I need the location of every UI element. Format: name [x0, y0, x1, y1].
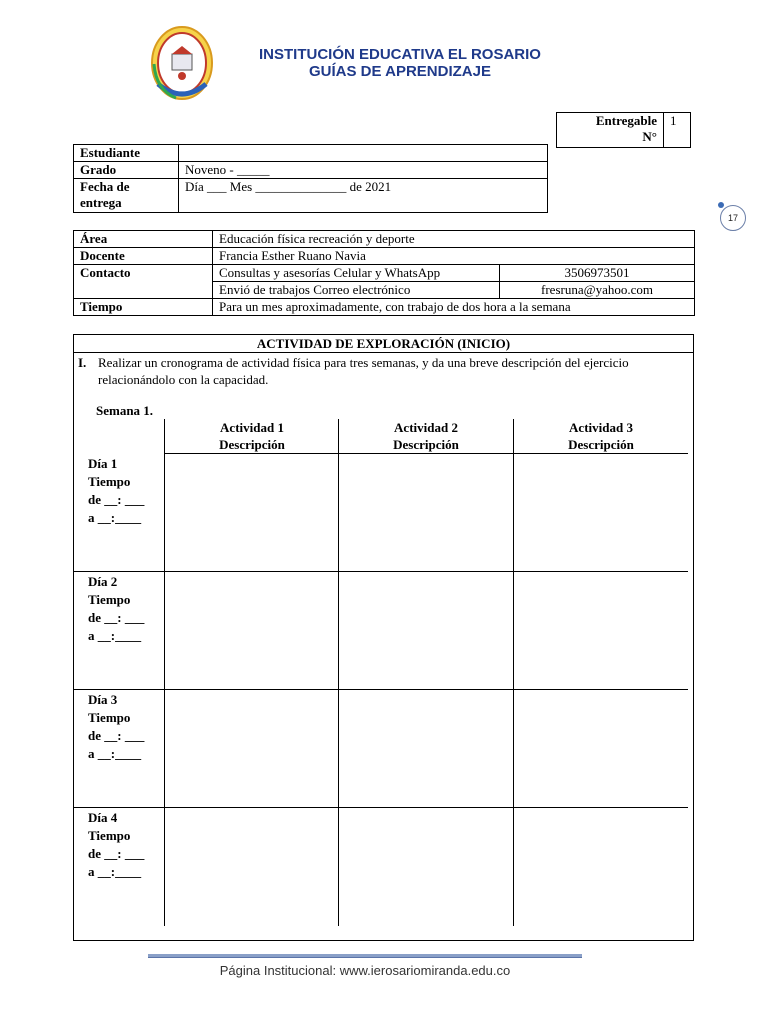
activity-box: [73, 334, 694, 941]
grid-hline-1: [74, 571, 688, 572]
docente-value: Francia Esther Ruano Navia: [213, 248, 695, 265]
student-table: [73, 144, 548, 213]
day-label-2: Día 2 Tiempo de __: ___ a __:____: [88, 574, 145, 643]
grade-label: Grado: [74, 162, 179, 179]
tiempo-value: Para un mes aproximadamente, con trabajo de dos hora a la semana: [213, 299, 695, 316]
contacto-phone-value: 3506973501: [500, 265, 695, 282]
title-line-1: INSTITUCIÓN EDUCATIVA EL ROSARIO: [259, 46, 541, 63]
activity-instruction: [78, 354, 684, 388]
footer-website[interactable]: Página Institucional: www.ierosariomiranda.edu.co: [219, 963, 511, 978]
title-line-2: GUÍAS DE APRENDIZAJE: [309, 63, 491, 80]
contacto-phone-desc: Consultas y asesorías Celular y WhatsApp: [213, 265, 500, 282]
contacto-email-desc: Envió de trabajos Correo electrónico: [213, 282, 500, 299]
day-label-1: Día 1 Tiempo de __: ___ a __:____: [88, 456, 145, 525]
entregable-label: Entregable N°: [557, 113, 664, 148]
footer-divider: [148, 954, 582, 958]
contacto-label: Contacto: [74, 265, 213, 299]
area-value: Educación física recreación y deporte: [213, 231, 695, 248]
page-number-badge: 17: [720, 205, 746, 231]
student-label: Estudiante: [74, 145, 179, 162]
entregable-table: [556, 112, 691, 148]
day-label-4: Día 4 Tiempo de __: ___ a __:____: [88, 810, 145, 879]
entregable-value[interactable]: 1: [664, 113, 691, 148]
grid-hline-3: [74, 807, 688, 808]
activity-title: ACTIVIDAD DE EXPLORACIÓN (INICIO): [74, 335, 693, 353]
column-header-1: Actividad 1 Descripción: [219, 420, 285, 452]
area-label: Área: [74, 231, 213, 248]
page-badge-dot: [718, 202, 724, 208]
grid-vline-3: [513, 419, 514, 926]
tiempo-label: Tiempo: [74, 299, 213, 316]
grid-hline-2: [74, 689, 688, 690]
docente-label: Docente: [74, 248, 213, 265]
delivery-date-label: Fecha de entrega: [74, 179, 179, 213]
info-table: [73, 230, 695, 316]
institution-title: [200, 46, 600, 80]
student-field[interactable]: [179, 145, 548, 162]
day-label-3: Día 3 Tiempo de __: ___ a __:____: [88, 692, 145, 761]
contacto-email-value[interactable]: fresruna@yahoo.com: [500, 282, 695, 299]
week-label: Semana 1.: [96, 403, 154, 418]
grid-hline-0: [164, 453, 688, 454]
instruction-text: Realizar un cronograma de actividad física para tres semanas, y da una breve descripción del ejercicio relacionándolo con la capacidad.: [98, 355, 629, 387]
grade-field[interactable]: Noveno - _____: [179, 162, 548, 179]
grid-vline-2: [338, 419, 339, 926]
column-header-3: Actividad 3 Descripción: [568, 420, 634, 452]
instruction-number: I.: [78, 355, 87, 370]
column-header-2: Actividad 2 Descripción: [393, 420, 459, 452]
delivery-date-field[interactable]: Día ___ Mes ______________ de 2021: [179, 179, 548, 213]
